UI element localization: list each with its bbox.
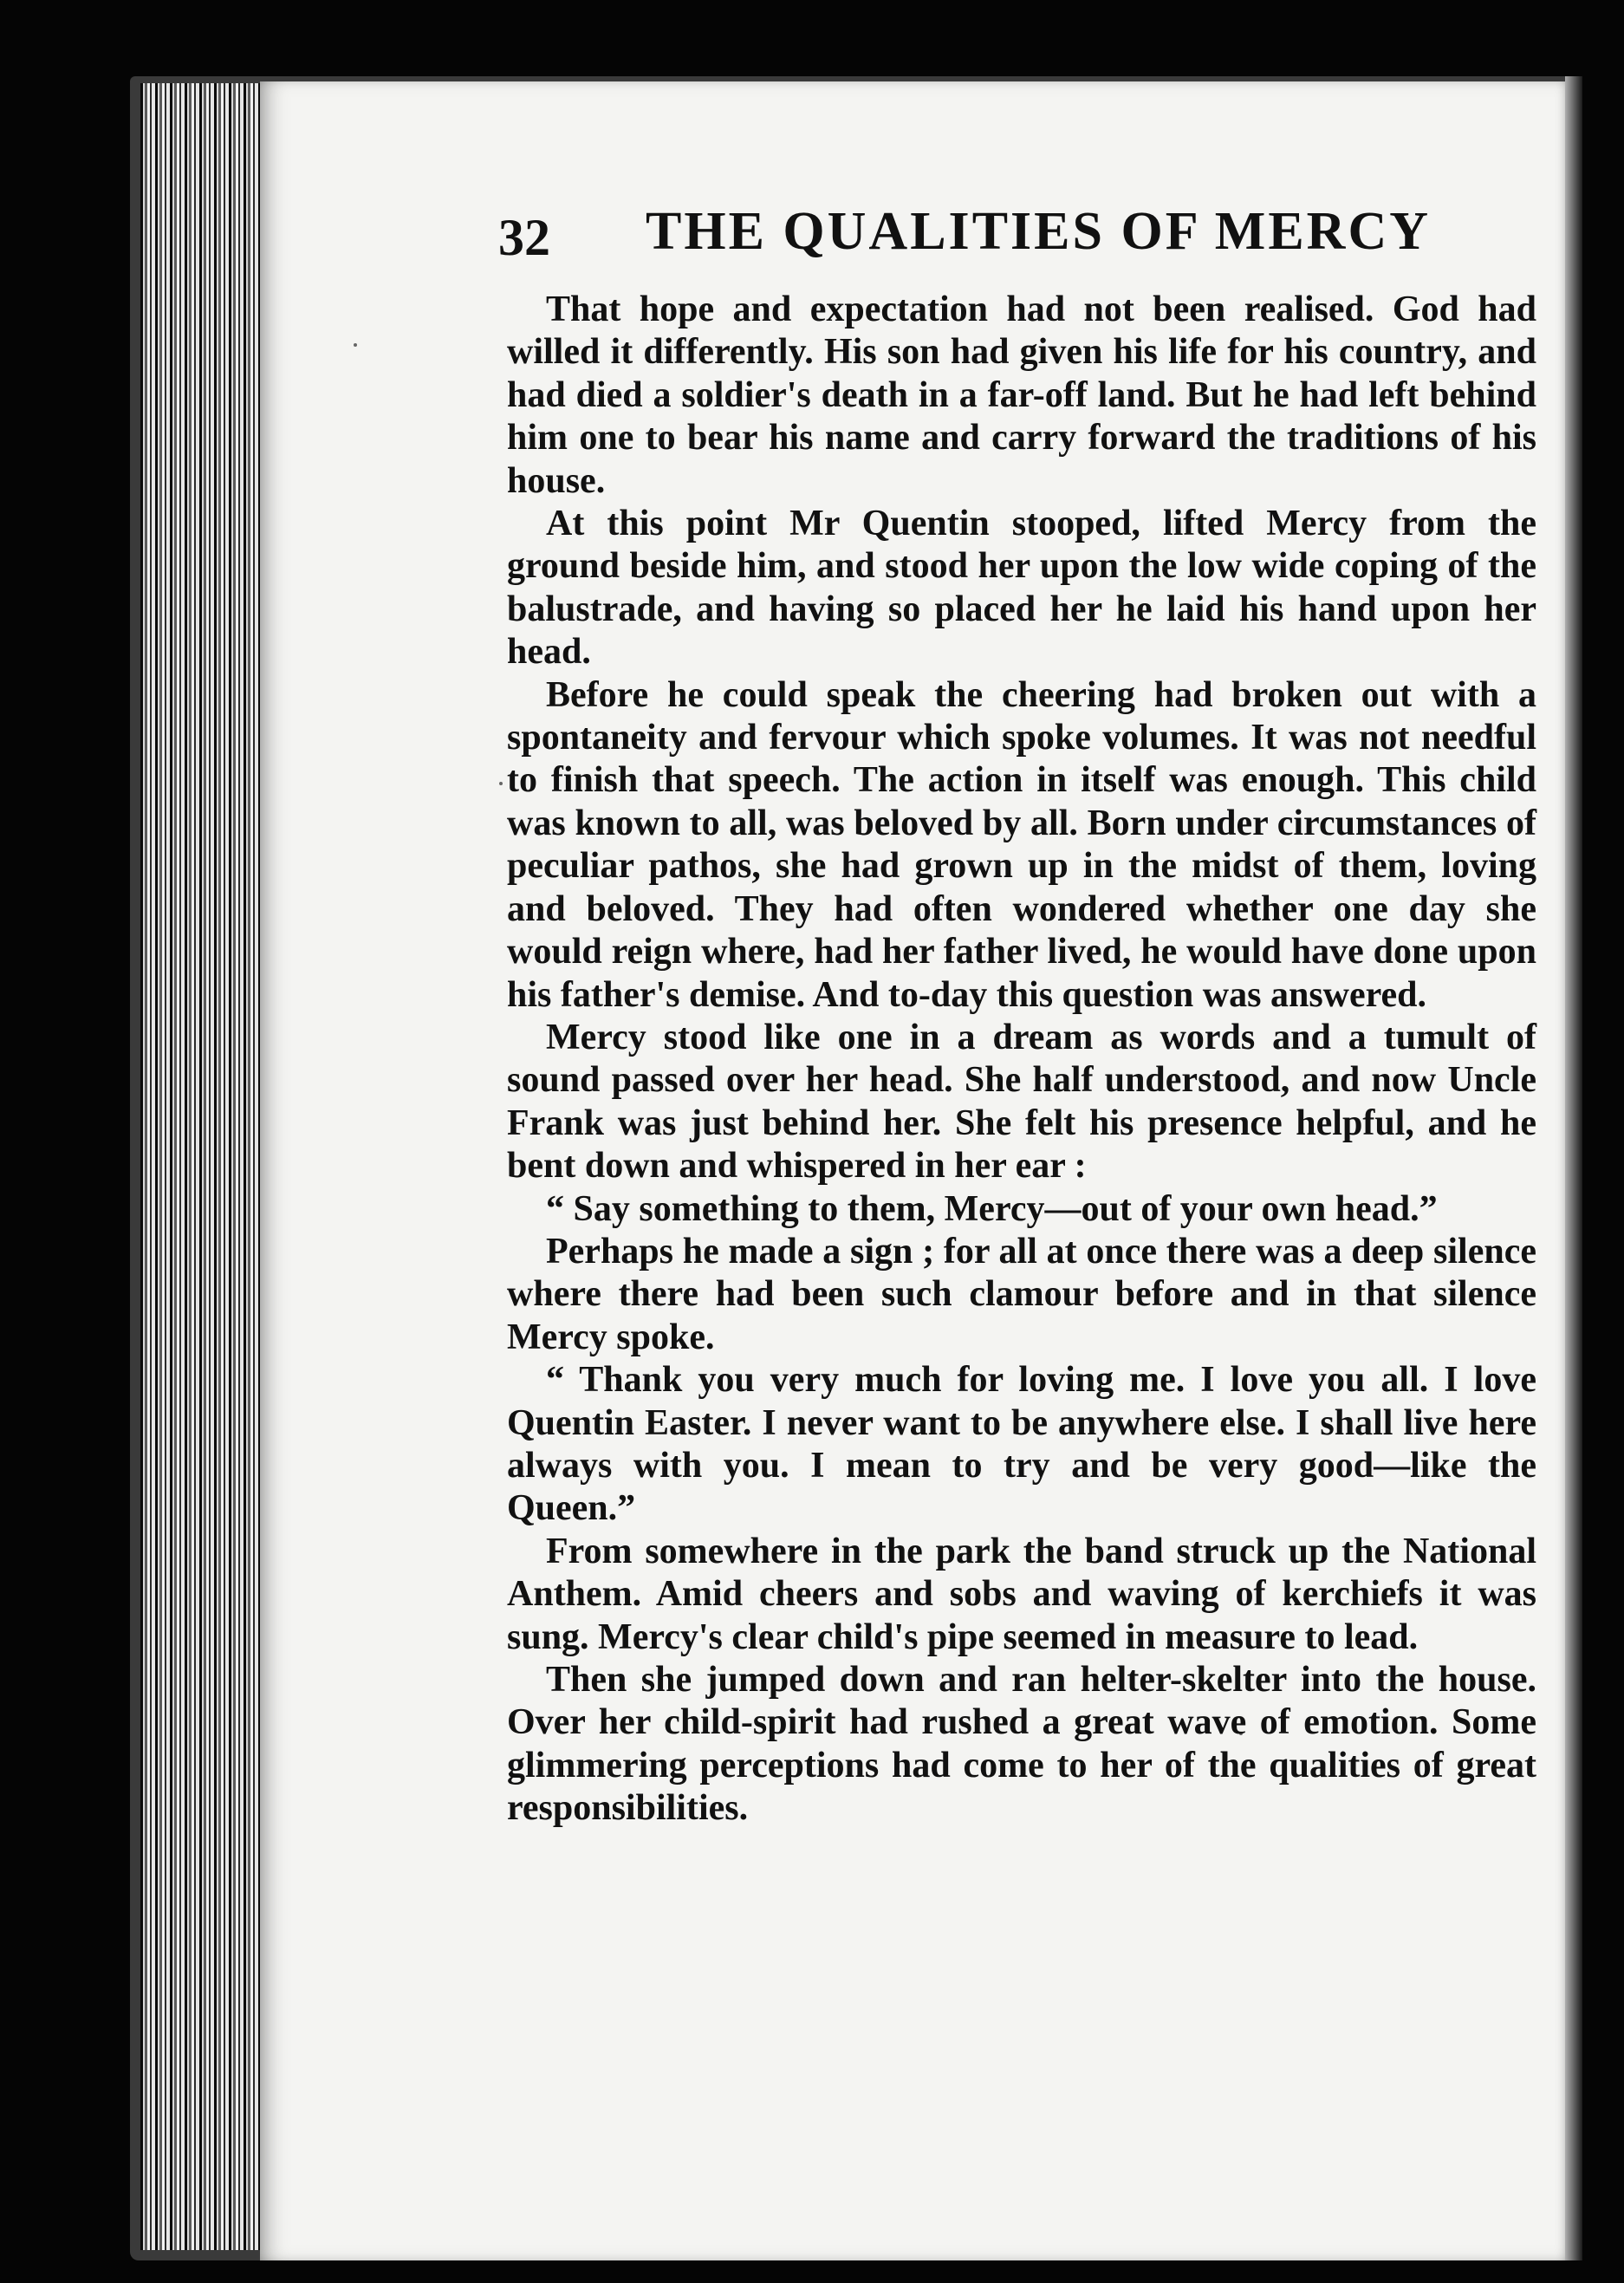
body-text [507, 289, 1536, 1831]
paragraph: Mercy stood like one in a dream as words and a tumult of sound passed over her head. She half understood, and now Uncle Frank was just behind her. She felt his presence helpful, and he bent down and whispered in her ear : [507, 1017, 1536, 1187]
paragraph: That hope and expectation had not been realised. God had willed it differently. His son had given his life for his country, and had died a soldier's death in a far-off land. But he had left behind him one to bear his name and carry forward the traditions of his house. [507, 289, 1536, 501]
running-title: THE QUALITIES OF MERCY [646, 202, 1431, 261]
paragraph: Before he could speak the cheering had broken out with a spontaneity and fervour which spoke volumes. It was not needful to finish that speech. The action in itself was enough. This child was known to all, was beloved by all. Born under circumstances of peculiar pathos, she had grown up in the midst of them, loving and beloved. They had often wondered whether one day she would reign where, had her father lived, he would have done upon his father's demise. And to-day this question was answered. [507, 674, 1536, 1015]
paragraph: From somewhere in the park the band struck up the National Anthem. Amid cheers and sobs and waving of kerchiefs it was sung. Mercy's clear child's pipe seemed in measure to lead. [507, 1531, 1536, 1657]
page-header [498, 201, 1538, 279]
dust-speck [354, 343, 357, 347]
paragraph: “ Say something to them, Mercy—out of your own head.” [546, 1188, 1438, 1229]
paragraph: “ Thank you very much for loving me. I love you all. I love Quentin Easter. I never want to be anywhere else. I shall live here always with you. I mean to try and be very good—like the Queen.” [507, 1360, 1536, 1529]
dust-speck [499, 782, 503, 785]
paragraph: Perhaps he made a sign ; for all at once there was a deep silence where there had been such clamour before and in that silence Mercy spoke. [507, 1231, 1536, 1357]
paragraph: Then she jumped down and ran helter-skelter into the house. Over her child-spirit had rushed a great wave of emotion. Some glimmering perceptions had come to her of the qualities of great responsibilities. [507, 1660, 1536, 1829]
page-edges [140, 83, 279, 2250]
paragraph: At this point Mr Quentin stooped, lifted Mercy from the ground beside him, and stood her upon the low wide coping of the balustrade, and having so placed her he laid his hand upon her head. [507, 504, 1536, 673]
page-number: 32 [498, 209, 550, 266]
page-right-edge [1565, 76, 1582, 2260]
